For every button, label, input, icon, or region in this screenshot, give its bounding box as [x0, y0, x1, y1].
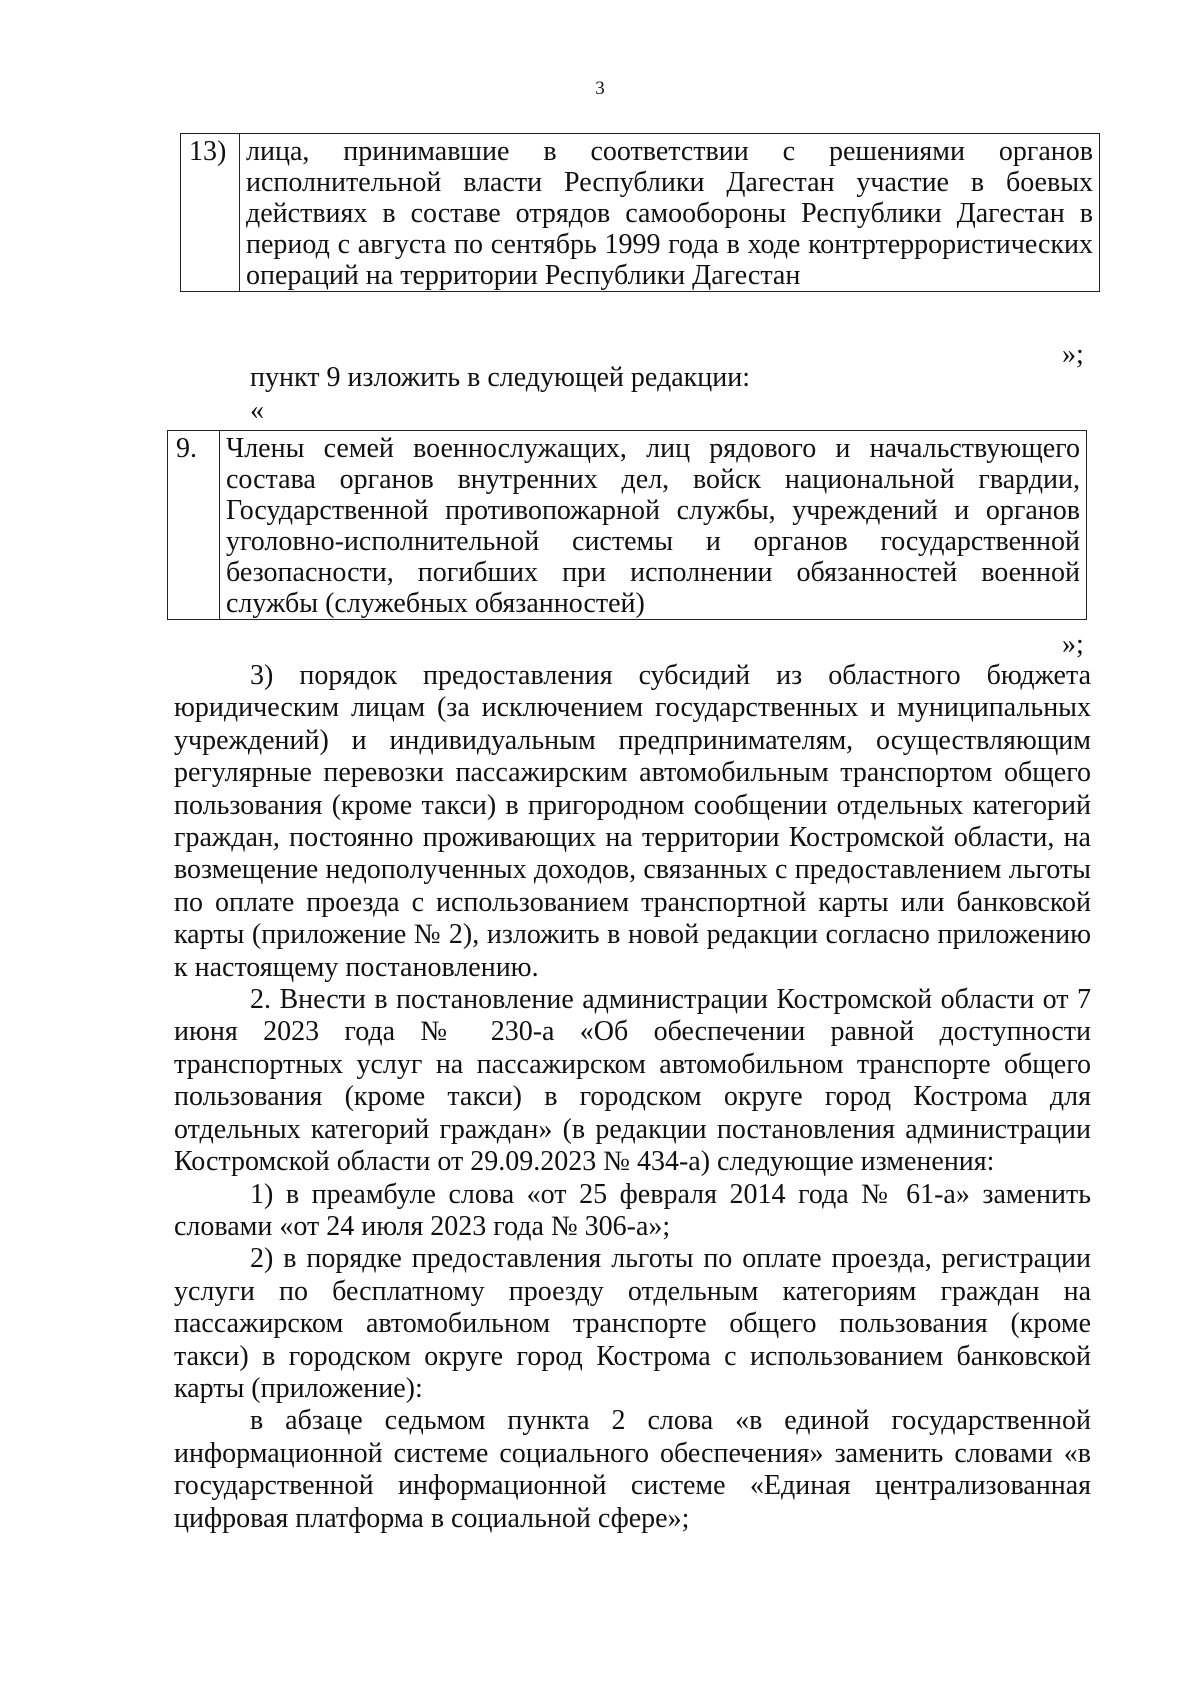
- page-number: 3: [595, 78, 605, 99]
- row-text: Члены семей военнослужащих, лиц рядового и начальствующего состава органов внутренних дел, войск национальной гвардии, Государственной противопожарной службы, учреждений и органов уголовно-исполнительной системы и органов государственной безопасности, погибших при исполнении обязанностей военной службы (служебных обязанностей): [220, 431, 1087, 620]
- opening-quote: «: [250, 395, 264, 426]
- table-row: [181, 134, 1100, 292]
- closing-quote: »;: [1062, 339, 1084, 370]
- row-number: 9.: [168, 431, 220, 620]
- paragraph: 2) в порядке предоставления льготы по оплате проезда, регистрации услуги по бесплатному проезду отдельным категориям граждан на пассажирском автомобильном транспорте общего пользования (кроме такси) в городском округе город Кострома с использованием банковской карты (приложение):: [174, 1243, 1091, 1404]
- intro-point-9: пункт 9 изложить в следующей редакции:: [250, 362, 750, 393]
- paragraph: 2. Внести в постановление администрации Костромской области от 7 июня 2023 года № 230-а «Об обеспечении равной доступности транспортных услуг на пассажирском автомобильном транспорте общего пользования (кроме такси) в городском округе город Кострома для отдельных категорий граждан» (в редакции постановления администрации Костромской области от 29.09.2023 № 434-а) следующие изменения:: [174, 984, 1091, 1178]
- closing-quote: »;: [1062, 629, 1084, 660]
- row-text: лица, принимавшие в соответствии с решениями органов исполнительной власти Республики Дагестан участие в боевых действиях в составе отрядов самообороны Республики Дагестан в период с августа по сентябрь 1999 года в ходе контртеррористических операций на территории Республики Дагестан: [240, 134, 1100, 292]
- row-number: 13): [181, 134, 240, 292]
- table-row: [168, 431, 1087, 620]
- list-row-13-table: [180, 133, 1100, 292]
- paragraph: 1) в преамбуле слова «от 25 февраля 2014 года № 61-а» заменить словами «от 24 июля 2023 года № 306-а»;: [174, 1178, 1091, 1242]
- document-body: [174, 660, 1091, 1535]
- paragraph: 3) порядок предоставления субсидий из областного бюджета юридическим лицам (за исключением государственных и муниципальных учреждений) и индивидуальным предпринимателям, осуществляющим регулярные перевозки пассажирским автомобильным транспортом общего пользования (кроме такси) в пригородном сообщении отдельных категорий граждан, постоянно проживающих на территории Костромской области, на возмещение недополученных доходов, связанных с предоставлением льготы по оплате проезда с использованием транспортной карты или банковской карты (приложение № 2), изложить в новой редакции согласно приложению к настоящему постановлению.: [174, 660, 1091, 983]
- paragraph: в абзаце седьмом пункта 2 слова «в единой государственной информационной системе социального обеспечения» заменить словами «в государственной информационной системе «Единая централизованная цифровая платформа в социальной сфере»;: [174, 1405, 1091, 1534]
- list-row-9-table: [167, 430, 1087, 620]
